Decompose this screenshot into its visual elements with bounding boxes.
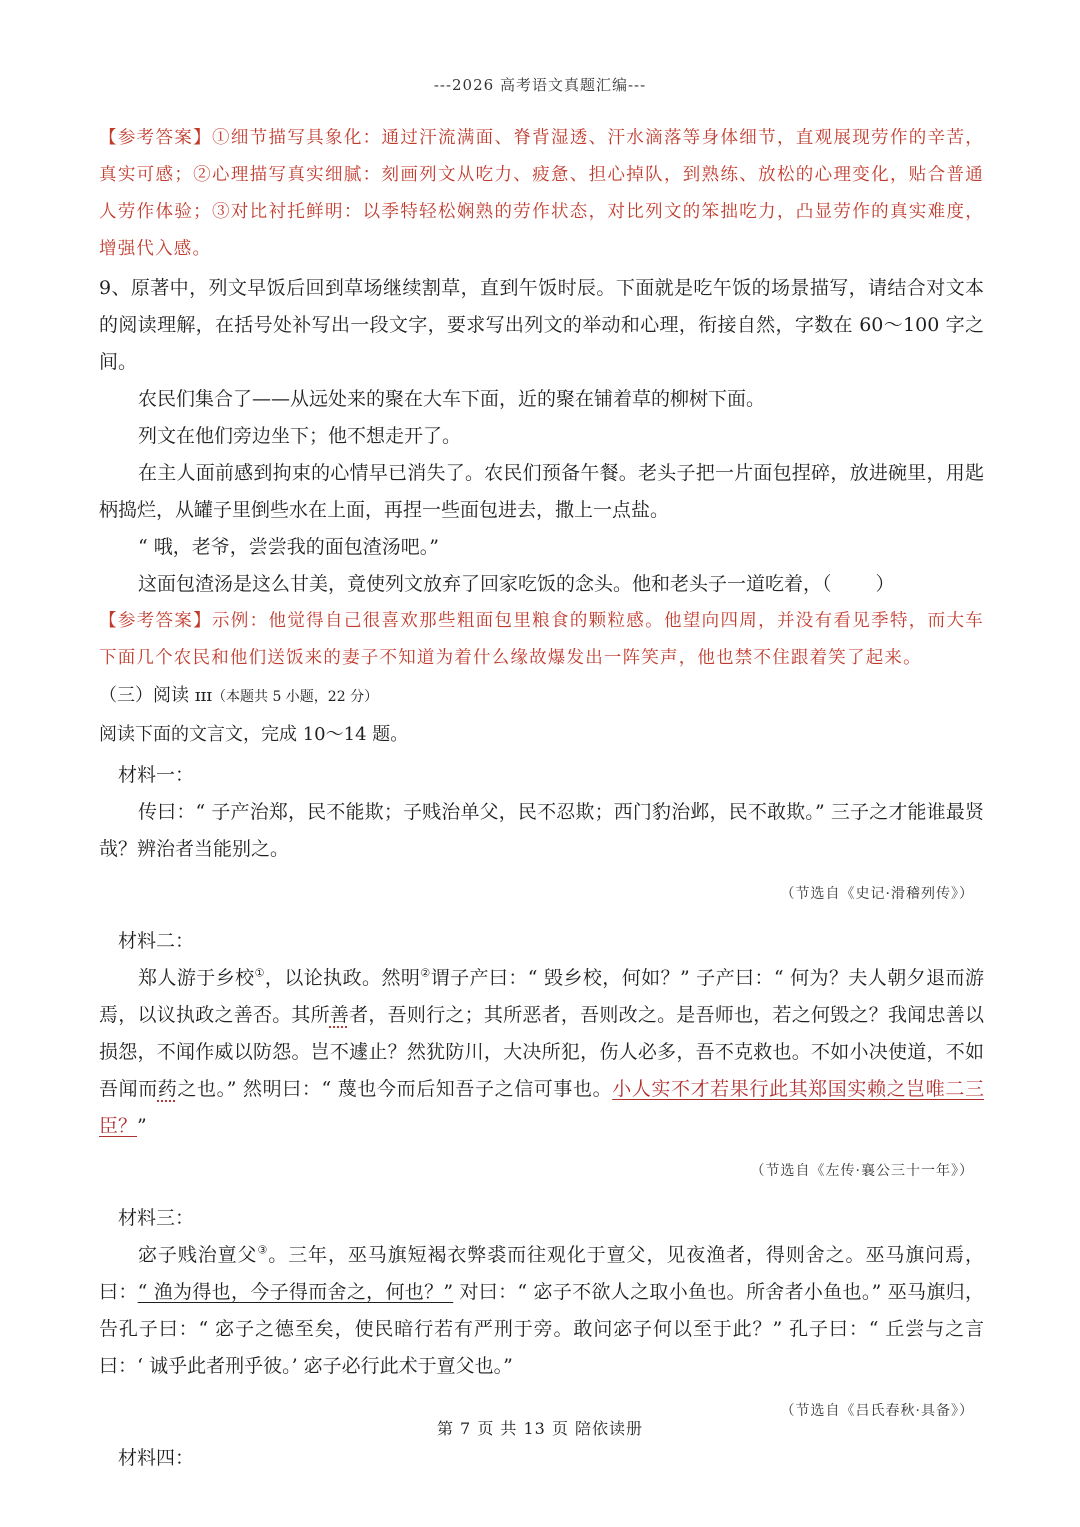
footnote-marker: ② [420,966,431,980]
answer-text: ①细节描写具象化：通过汗流满面、脊背湿透、汗水滴落等身体细节，直观展现劳作的辛苦，真实可感；②心理描写真实细腻：刻画列文从吃力、疲惫、担心掉队，到熟练、放松的心理变化，贴合普通人劳作体验；③对比衬托鲜明：以季特轻松娴熟的劳作状态，对比列文的笨拙吃力，凸显劳作的真实难度，增强代入感。 [99,128,984,259]
material-2-source: （节选自《左传·襄公三十一年》） [750,1163,974,1179]
footnote-marker: ① [254,966,265,980]
section-heading [99,677,984,716]
page-header: ---2026 高考语文真题汇编--- [433,76,647,94]
underlined-sentence: 小人实不才若果行此其郑国实赖之岂唯二三臣？ [99,1078,984,1137]
section-subtitle: （本题共 5 小题，22 分） [212,689,379,705]
footnote-marker: ③ [257,1243,269,1257]
material-3-source: （节选自《吕氏春秋·具备》） [780,1403,974,1419]
question-9: 9、原著中，列文早饭后回到草场继续割草，直到午饭时辰。下面就是吃午饭的场景描写，请结合对文本的阅读理解，在括号处补写出一段文字，要求写出列文的举动和心理，衔接自然，字数在 60～100 字之间。 [99,277,984,373]
passage-paragraph: “ 哦，老爷，尝尝我的面包渣汤吧。” [138,536,439,558]
passage-paragraph: 农民们集合了——从远处来的聚在大车下面，近的聚在铺着草的柳树下面。 [138,388,766,410]
answer-block-1 [99,120,984,268]
passage-paragraph-blank [99,566,984,603]
material-3-text: 宓子贱治亶父③。三年，巫马旗短褐衣弊裘而往观化于亶父，见夜渔者，得则舍之。巫马旗问焉，曰：“ 渔为得也，今子得而舍之，何也？” 对曰：“ 宓子不欲人之取小鱼也。所舍者小鱼也。” 巫马旗归，告孔子曰：“ 宓子之德至矣，使民暗行若有严刑于旁。敢问宓子何以至于此？” 孔子曰：“ 丘尝与之言曰：‘ 诚乎此者刑乎彼。’ 宓子必行此术于亶父也。” [99,1243,984,1377]
answer-tag: 【参考答案】 [99,611,212,631]
passage-text: 这面包渣汤是这么甘美，竟使列文放弃了回家吃饭的念头。他和老头子一道吃着，（ [138,573,832,595]
material-2-title: 材料二： [118,930,195,952]
emphasized-char: 药 [157,1078,178,1100]
material-4-title: 材料四： [118,1447,195,1469]
answer-tag: 【参考答案】 [99,128,212,148]
page-content [99,120,984,1477]
material-1-title: 材料一： [118,764,195,786]
material-1-text: 传曰：“ 子产治郑，民不能欺；子贱治单父，民不忍欺；西门豹治邺，民不敢欺。” 三子之才能谁最贤哉？辨治者当能别之。 [99,801,984,860]
material-1-source: （节选自《史记·滑稽列传》） [780,886,974,902]
passage-paragraph: 列文在他们旁边坐下；他不想走开了。 [138,425,462,447]
material-3-title: 材料三： [118,1207,195,1229]
page-footer: 第 7 页 共 13 页 陪依读册 [436,1419,644,1438]
blank-close: ） [875,573,895,595]
underlined-sentence: “ 渔为得也，今子得而舍之，何也？” [137,1281,454,1303]
section-instruction: 阅读下面的文言文，完成 10～14 题。 [99,724,409,745]
material-2-text: 郑人游于乡校①，以论执政。然明②谓子产曰：“ 毁乡校，何如？” 子产曰：“ 何为？夫人朝夕退而游焉，以议执政之善否。其所善者，吾则行之；其所恶者，吾则改之。是吾师也，若之何毁之？我闻忠善以损怨，不闻作威以防怨。岂不遽止？然犹防川，大决所犯，伤人必多，吾不克救也。不如小决使道，不如吾闻而药之也。” 然明曰：“ 蔑也今而后知吾子之信可事也。小人实不才若果行此其郑国实赖之岂唯二三臣？” [99,966,984,1137]
passage-paragraph: 在主人面前感到拘束的心情早已消失了。农民们预备午餐。老头子把一片面包捏碎，放进碗里，用匙柄捣烂，从罐子里倒些水在上面，再捏一些面包进去，撒上一点盐。 [99,462,984,521]
emphasized-char: 善 [329,1004,350,1026]
answer-block-2 [99,603,984,677]
section-title: （三）阅读 ɪɪɪ [99,685,212,706]
answer-text: 示例：他觉得自己很喜欢那些粗面包里粮食的颗粒感。他望向四周，并没有看见季特，而大车下面几个农民和他们送饭来的妻子不知道为着什么缘故爆发出一阵笑声，他也禁不住跟着笑了起来。 [99,611,984,668]
